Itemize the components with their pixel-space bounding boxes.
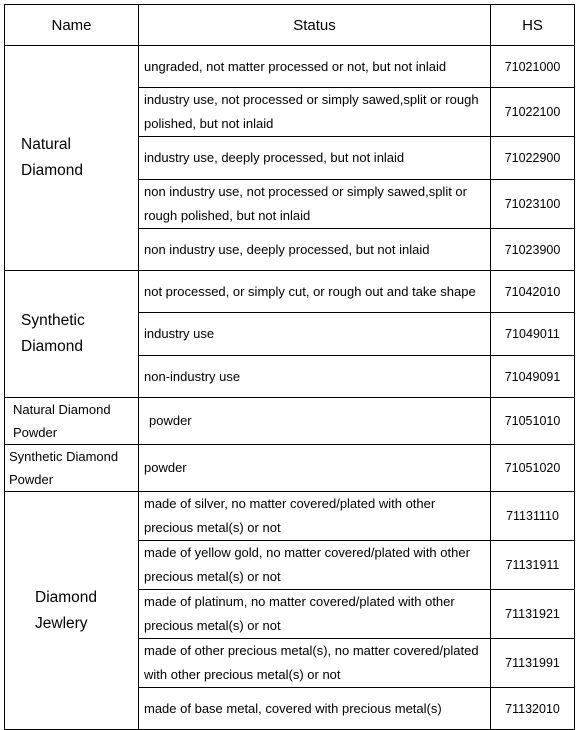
hs-code-cell: 71131911 <box>491 541 575 590</box>
table-row <box>5 445 575 492</box>
group-name-line: Powder <box>13 425 58 440</box>
group-name-line: Powder <box>9 472 54 487</box>
table-row <box>5 492 575 541</box>
status-cell: non industry use, deeply processed, but not inlaid <box>139 229 491 271</box>
group-name-synthetic-diamond-powder <box>5 445 139 492</box>
group-name-natural-diamond <box>5 46 139 271</box>
hs-code-cell: 71051010 <box>491 398 575 445</box>
group-name-natural-diamond-powder <box>5 398 139 445</box>
group-name-line: Diamond <box>21 162 84 179</box>
status-cell: not processed, or simply cut, or rough out and take shape <box>139 271 491 313</box>
table-row <box>5 46 575 88</box>
status-cell: non-industry use <box>139 356 491 398</box>
status-cell: made of yellow gold, no matter covered/plated with other precious metal(s) or not <box>139 541 491 590</box>
status-cell: industry use, deeply processed, but not inlaid <box>139 137 491 180</box>
hs-code-cell: 71023900 <box>491 229 575 271</box>
group-name-line: Natural Diamond <box>13 402 111 417</box>
hs-code-cell: 71021000 <box>491 46 575 88</box>
group-name-diamond-jewlery <box>5 492 139 730</box>
hs-code-cell: 71131991 <box>491 639 575 688</box>
header-row <box>5 5 575 46</box>
hs-code-table <box>4 4 575 730</box>
status-column-header: Status <box>139 5 491 46</box>
name-column-header: Name <box>5 5 139 46</box>
status-cell: made of base metal, covered with precious metal(s) <box>139 688 491 730</box>
status-cell: powder <box>139 398 491 445</box>
status-cell: industry use, not processed or simply sawed,split or rough polished, but not inlaid <box>139 88 491 137</box>
group-name-line: Natural <box>21 136 71 153</box>
group-name-line: Jewlery <box>35 614 88 632</box>
status-cell: made of silver, no matter covered/plated with other precious metal(s) or not <box>139 492 491 541</box>
hs-code-cell: 71049091 <box>491 356 575 398</box>
table-row <box>5 271 575 313</box>
hs-code-cell: 71051020 <box>491 445 575 492</box>
table-row <box>5 398 575 445</box>
hs-code-cell: 71022900 <box>491 137 575 180</box>
hs-code-cell: 71132010 <box>491 688 575 730</box>
status-cell: ungraded, not matter processed or not, but not inlaid <box>139 46 491 88</box>
group-name-line: Diamond <box>21 338 84 355</box>
status-cell: industry use <box>139 313 491 356</box>
hs-code-cell: 71049011 <box>491 313 575 356</box>
status-cell: powder <box>139 445 491 492</box>
hs-code-cell: 71131110 <box>491 492 575 541</box>
hs-code-cell: 71023100 <box>491 180 575 229</box>
group-name-synthetic-diamond <box>5 271 139 398</box>
group-name-line: Synthetic Diamond <box>9 449 119 464</box>
status-cell: non industry use, not processed or simply sawed,split or rough polished, but not inlaid <box>139 180 491 229</box>
hs-code-cell: 71022100 <box>491 88 575 137</box>
status-cell: made of other precious metal(s), no matter covered/plated with other precious metal(s) or not <box>139 639 491 688</box>
hs-column-header: HS <box>491 5 575 46</box>
hs-code-cell: 71131921 <box>491 590 575 639</box>
status-cell: made of platinum, no matter covered/plated with other precious metal(s) or not <box>139 590 491 639</box>
hs-code-cell: 71042010 <box>491 271 575 313</box>
group-name-line: Diamond <box>35 588 98 606</box>
group-name-line: Synthetic <box>21 312 85 329</box>
